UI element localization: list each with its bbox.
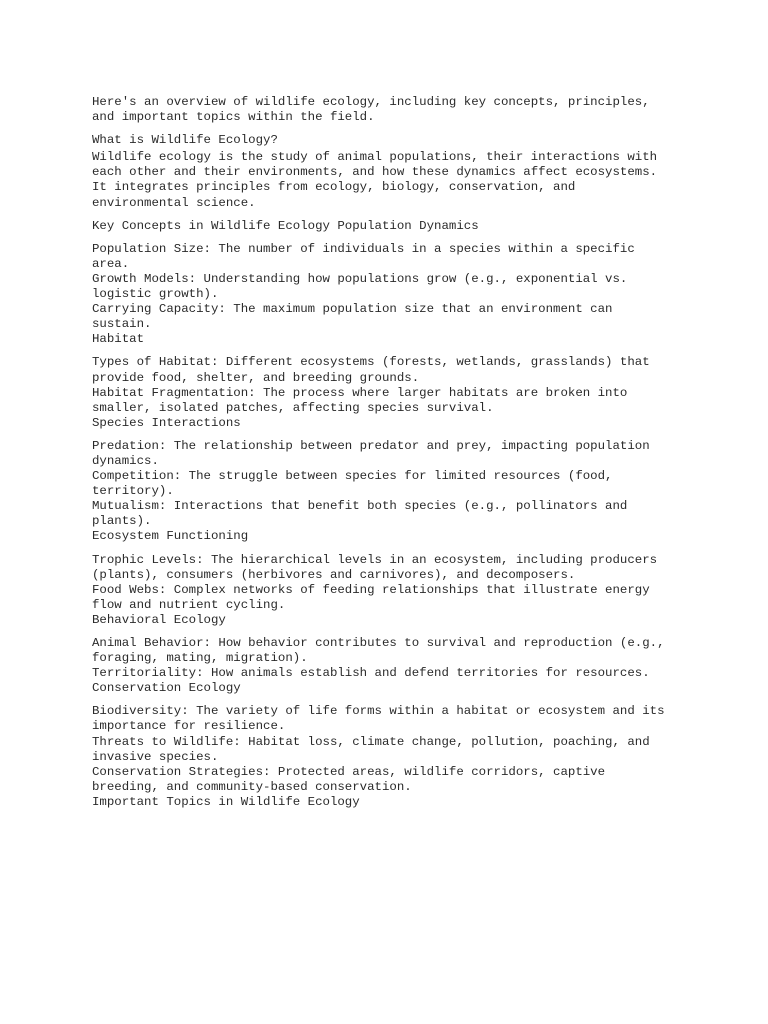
behavioral-ecology-block: Animal Behavior: How behavior contributes to survival and reproduction (e.g., foraging, mating, migration). Territoriality: How animals establish and defend territories for resources. Conservation Ecology xyxy=(92,636,665,696)
habitat-block: Types of Habitat: Different ecosystems (forests, wetlands, grasslands) that provide food, shelter, and breeding grounds. Habitat Fragmentation: The process where larger habitats are broken into smaller, isolated patches, affecting species survival. Species Interactions xyxy=(92,355,650,430)
population-dynamics-block: Population Size: The number of individuals in a species within a specific area. Growth Models: Understanding how populations grow (e.g., exponential vs. logistic growth). Carrying Capacity: The maximum population size that an environment can sustain. Habitat xyxy=(92,241,635,347)
species-interactions-block: Predation: The relationship between predator and prey, impacting population dynamics. Competition: The struggle between species for limited resources (food, territory). Mutualism: Interactions that benefit both species (e.g., pollinators and plants). Ecosystem Functioning xyxy=(92,438,650,544)
ecosystem-functioning-block: Trophic Levels: The hierarchical levels in an ecosystem, including producers (plants), consumers (herbivores and carnivores), and decomposers. Food Webs: Complex networks of feeding relationships that illustrate energy flow and nutrient cycling. Behavioral Ecology xyxy=(92,552,658,627)
section-heading-key-concepts: Key Concepts in Wildlife Ecology Population Dynamics xyxy=(92,218,479,233)
conservation-ecology-block: Biodiversity: The variety of life forms within a habitat or ecosystem and its importance for resilience. Threats to Wildlife: Habitat loss, climate change, pollution, poaching, and invasive species. Conservation Strategies: Protected areas, wildlife corridors, captive breeding, and community-based conservation. Important Topics in Wildlife Ecology xyxy=(92,704,665,809)
document-page xyxy=(92,95,692,810)
section-heading-what-is: What is Wildlife Ecology? xyxy=(92,133,278,148)
intro-paragraph: Here's an overview of wildlife ecology, including key concepts, principles, and important topics within the field. xyxy=(92,95,650,125)
what-is-paragraph: Wildlife ecology is the study of animal populations, their interactions with each other and their environments, and how these dynamics affect ecosystems. It integrates principles from ecology, biology, conservation, and environmental science. xyxy=(92,150,658,210)
